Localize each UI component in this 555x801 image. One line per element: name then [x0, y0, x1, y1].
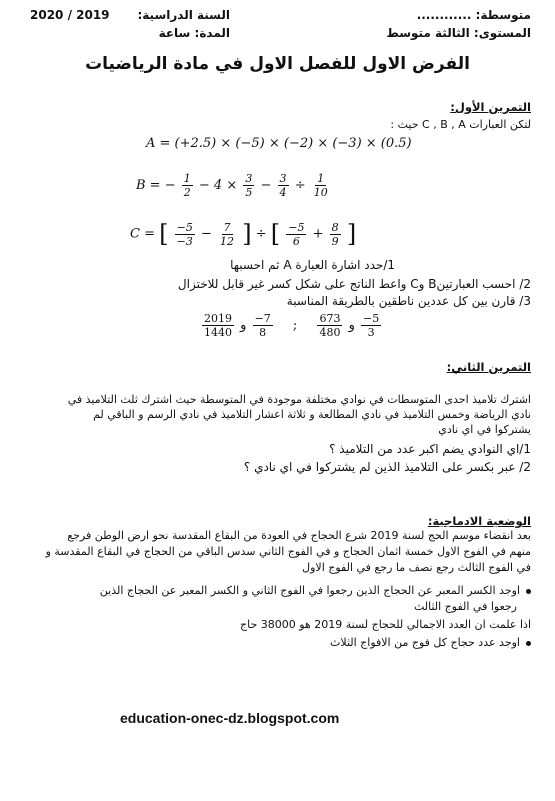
- compare-frac-c: $\frac{-7}{8}$: [254, 312, 271, 339]
- exercise2-question1: 1/اي النوادي يضم اكبر عدد من التلاميذ ؟: [329, 442, 531, 456]
- right-bracket-icon: ]: [346, 220, 357, 248]
- integration-text-line1: بعد انقضاء موسم الحج لسنة 2019 شرع الحجاج في العودة من البقاع المقدسة نحو ارض الوطن فرجع: [67, 529, 531, 542]
- expression-c: [130, 220, 356, 248]
- expr-c-op2: ÷: [255, 226, 267, 242]
- exercise1-intro: لتكن العبارات C , B , A حيث :: [390, 118, 531, 131]
- expr-c-lhs: C =: [130, 226, 155, 242]
- expr-b-lhs: B = −: [136, 178, 176, 193]
- expr-b-frac1: $\frac{1}{2}$: [183, 172, 191, 199]
- integration-bullet1-text: اوجد الكسر المعبر عن الحجاج الذين رجعوا في الفوج الثاني و الكسر المعبر عن الحجاج الذين: [99, 584, 520, 597]
- exercise2-text-line2: نادي الرياضة وخمس التلاميذ في نادي المطالعة و ثلاثة اعشار التلاميذ في نادي الرسم و الباقي لم: [93, 408, 531, 421]
- compare-frac-b: $\frac{673}{480}$: [319, 312, 341, 339]
- exercise2-text-line1: اشترك تلاميذ احدى المتوسطات في نوادي مختلفة موجودة في المتوسطة حيث اشترك ثلث التلاميذ في: [67, 393, 531, 406]
- expr-c-frac3: $\frac{-5}{6}$: [288, 220, 305, 248]
- footer-website: education-onec-dz.blogspot.com: [120, 710, 340, 726]
- year-value: 2020 / 2019: [30, 8, 110, 22]
- exercise1-heading: التمرين الأول:: [450, 100, 531, 114]
- integration-text-line3: في الفوج الثالث رجع نصف ما رجع في الفوج الاول: [302, 561, 531, 574]
- page-title: الفرض الاول للفصل الاول في مادة الرياضيات: [85, 54, 470, 74]
- bullet-icon: [526, 641, 531, 646]
- exercise2-heading: التمرين الثاني:: [446, 360, 531, 374]
- exercise1-question3: 3/ قارن بين كل عددين ناطقين بالطريقة المناسبة: [286, 294, 531, 308]
- compare-frac-d: $\frac{-5}{3}$: [363, 312, 380, 339]
- expr-c-op3: +: [312, 226, 324, 242]
- school-label: متوسطة: ............: [416, 8, 531, 22]
- level-label: المستوى: الثالثة متوسط: [386, 26, 531, 40]
- bullet-icon: [526, 589, 531, 594]
- integration-bullet1-continued: رجعوا في الفوج الثالث: [413, 600, 517, 613]
- expr-b-op1: − 4 ×: [198, 178, 238, 193]
- compare-and1: و: [348, 318, 355, 333]
- compare-and2: و: [240, 318, 247, 333]
- integration-heading: الوضعية الادماجية:: [427, 514, 531, 528]
- exercise2-text-line3: يشتركوا في اي نادي: [438, 423, 531, 436]
- exercise2-question2: 2/ عبر بكسر على التلاميذ الذين لم يشتركوا في اي نادي ؟: [243, 460, 531, 474]
- expr-b-frac4: $\frac{1}{10}$: [313, 172, 328, 199]
- expr-c-frac2: $\frac{7}{12}$: [220, 220, 235, 248]
- integration-bullet1: [8, 584, 531, 598]
- expr-c-frac4: $\frac{8}{9}$: [331, 220, 339, 248]
- integration-bullet2: [330, 636, 531, 650]
- left-bracket-icon: [: [159, 220, 169, 248]
- exercise1-question1: 1/حدد اشارة العبارة A ثم احسبها: [230, 258, 395, 272]
- expr-c-op1: −: [201, 226, 212, 242]
- year-block: [30, 8, 230, 22]
- expr-b-frac3: $\frac{3}{4}$: [279, 172, 287, 199]
- left-bracket-icon: [: [270, 220, 281, 248]
- compare-separator: ;: [292, 318, 298, 333]
- duration-label: المدة: ساعة: [158, 26, 230, 40]
- exercise1-question2: 2/ احسب العبارتينB وC واعط الناتج على شكل كسر غير قابل للاختزال: [177, 277, 531, 291]
- expression-a: A = (+2.5) × (−5) × (−2) × (−3) × (0.5): [146, 136, 412, 151]
- right-bracket-icon: ]: [242, 220, 252, 248]
- expr-b-op3: ÷: [294, 178, 306, 193]
- year-label: السنة الدراسية:: [137, 8, 230, 22]
- integration-bullet2-text: اوجد عدد حجاج كل فوج من الافواج الثلاث: [330, 636, 520, 649]
- compare-numbers: [200, 312, 383, 339]
- compare-frac-a: $\frac{2019}{1440}$: [204, 312, 232, 339]
- expr-b-frac2: $\frac{3}{5}$: [245, 172, 253, 199]
- integration-text-line4: اذا علمت ان العدد الاجمالي للحجاج لسنة 2019 هو 38000 حاج: [240, 618, 531, 631]
- expr-c-frac1: $\frac{-5}{-3}$: [176, 220, 193, 248]
- expr-b-op2: −: [260, 178, 272, 193]
- expression-b: [136, 172, 332, 199]
- integration-text-line2: منهم في الفوج الاول خمسة اثمان الحجاج و في الفوج الثاني سدس الباقي من الحجاج في البقاع المقدسة و: [45, 545, 531, 558]
